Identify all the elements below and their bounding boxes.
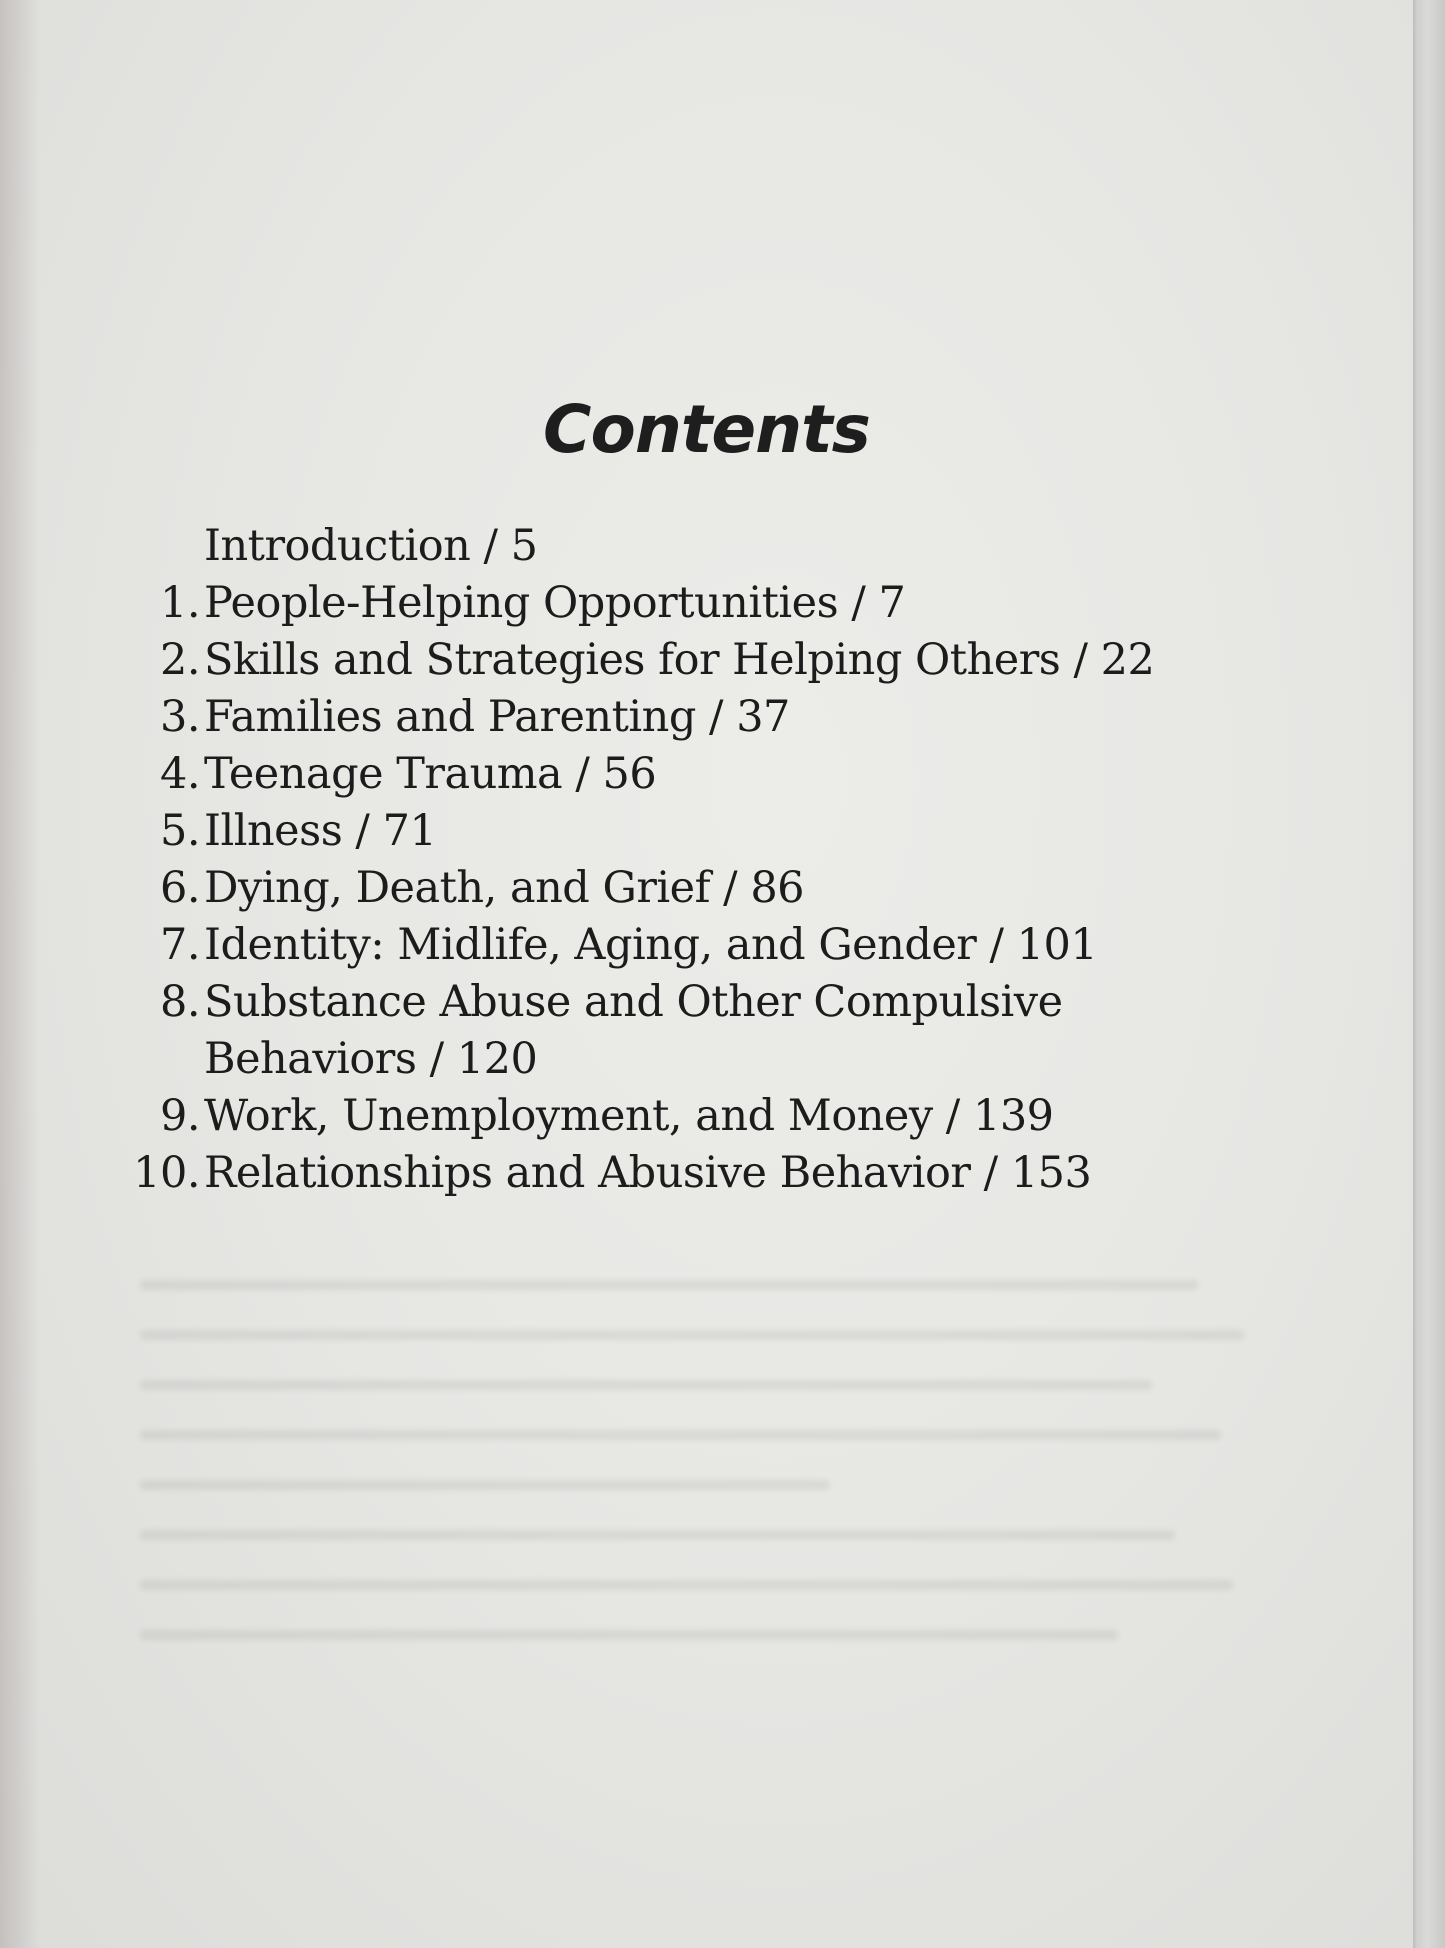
toc-title: Illness / 71 <box>204 806 437 856</box>
toc-title: Work, Unemployment, and Money / 139 <box>204 1091 1054 1141</box>
toc-title: Families and Parenting / 37 <box>204 692 790 742</box>
toc-entry-5 <box>118 803 1154 860</box>
toc-title: Identity: Midlife, Aging, and Gender / 101 <box>204 920 1098 970</box>
toc-number <box>118 518 204 575</box>
toc-number: 8. <box>159 977 200 1027</box>
toc-number: 5. <box>159 806 200 856</box>
toc-entry-6 <box>118 860 1154 917</box>
toc-number: 2. <box>159 635 200 685</box>
toc-number: 7. <box>159 920 200 970</box>
toc-title: Teenage Trauma / 56 <box>204 749 657 799</box>
toc-number: 3. <box>159 692 200 742</box>
gutter-shadow <box>0 0 40 1948</box>
toc-title: People-Helping Opportunities / 7 <box>204 578 906 628</box>
toc-entry-8-continuation <box>118 1031 1154 1088</box>
toc-entry-1 <box>118 575 1154 632</box>
toc-entry-3 <box>118 689 1154 746</box>
toc-title: Skills and Strategies for Helping Others / 22 <box>204 635 1155 685</box>
show-through-text <box>140 1240 1290 1880</box>
toc-title: Dying, Death, and Grief / 86 <box>204 863 805 913</box>
toc-number: 10. <box>133 1148 200 1198</box>
toc-entry-2 <box>118 632 1154 689</box>
toc-title: Introduction / 5 <box>204 521 538 571</box>
toc-number: 9. <box>159 1091 200 1141</box>
toc-title: Substance Abuse and Other Compulsive <box>204 977 1063 1027</box>
toc-entry-8 <box>118 974 1154 1031</box>
toc-entry-7 <box>118 917 1154 974</box>
toc-entry-9 <box>118 1088 1154 1145</box>
table-of-contents <box>118 518 1154 1202</box>
toc-entry-4 <box>118 746 1154 803</box>
toc-entry-introduction <box>118 518 1154 575</box>
toc-number: 4. <box>159 749 200 799</box>
toc-title-continuation: Behaviors / 120 <box>204 1034 538 1084</box>
page-stack-edge <box>1413 0 1445 1948</box>
toc-number: 6. <box>159 863 200 913</box>
toc-title: Relationships and Abusive Behavior / 153 <box>204 1148 1092 1198</box>
page-title: Contents <box>543 391 870 468</box>
toc-entry-10 <box>118 1145 1154 1202</box>
toc-number: 1. <box>159 578 200 628</box>
